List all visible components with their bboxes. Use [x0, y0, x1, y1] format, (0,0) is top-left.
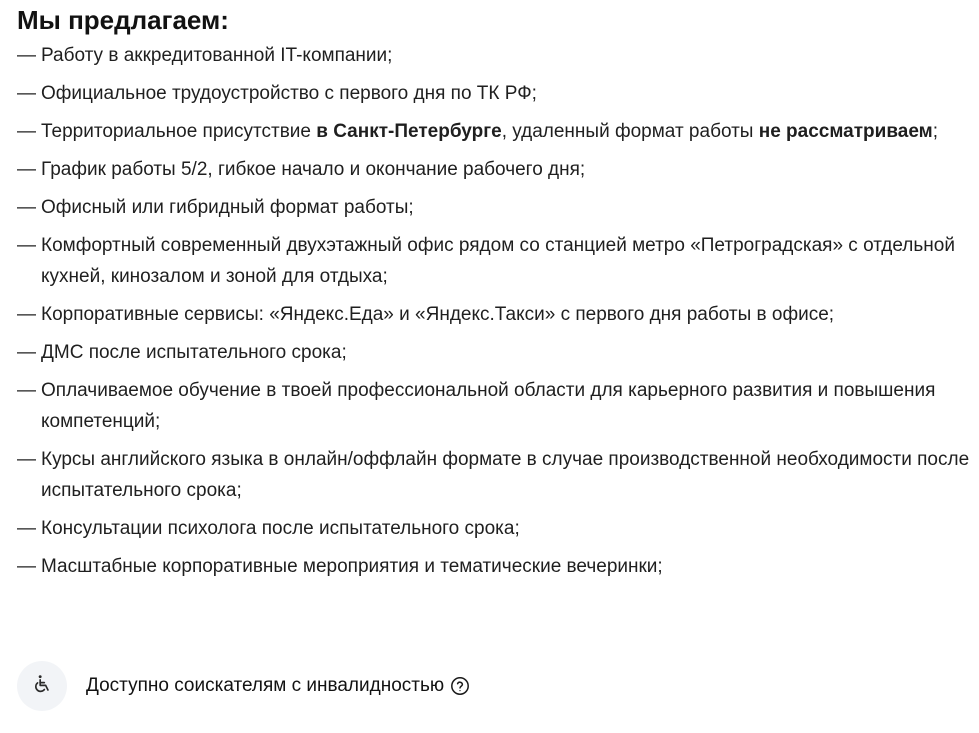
emphasis-text: в Санкт-Петербурге	[316, 121, 502, 142]
list-dash: —	[17, 197, 36, 218]
list-dash: —	[17, 380, 36, 401]
list-item	[17, 154, 972, 185]
list-dash: —	[17, 449, 36, 470]
list-item	[17, 444, 972, 506]
list-dash: —	[17, 83, 36, 104]
list-dash: —	[17, 121, 36, 142]
accessibility-info[interactable]	[17, 661, 470, 711]
text-fragment: Масштабные корпоративные мероприятия и тематические вечеринки;	[41, 556, 663, 577]
list-item-text	[41, 380, 935, 432]
text-fragment: Офисный или гибридный формат работы;	[41, 197, 414, 218]
question-circle-icon[interactable]	[450, 676, 470, 696]
list-item-text	[41, 342, 347, 363]
text-fragment: , удаленный формат работы	[501, 121, 759, 142]
text-fragment: Корпоративные сервисы: «Яндекс.Еда» и «Яндекс.Такси» с первого дня работы в офисе;	[41, 304, 835, 325]
list-item-text	[41, 518, 520, 539]
emphasis-text: не рассматриваем	[758, 121, 933, 142]
list-item-text	[41, 197, 414, 218]
list-item	[17, 375, 972, 437]
text-fragment: График работы 5/2, гибкое начало и окончание рабочего дня;	[41, 159, 586, 180]
list-item-text	[41, 556, 663, 577]
list-dash: —	[17, 556, 36, 577]
text-fragment: Курсы английского языка в онлайн/оффлайн формате в случае производственной необходимости после испытательного срока;	[41, 449, 970, 501]
list-item-text	[41, 449, 969, 501]
text-fragment: ;	[932, 121, 938, 142]
list-item-text	[41, 83, 537, 104]
accessibility-label: Доступно соискателям с инвалидностью	[86, 675, 445, 696]
text-fragment: Территориальное присутствие	[41, 121, 317, 142]
text-fragment: Оплачиваемое обучение в твоей профессиональной области для карьерного развития и повышения компетенций;	[41, 380, 936, 432]
list-dash: —	[17, 304, 36, 325]
text-fragment: ДМС после испытательного срока;	[41, 342, 347, 363]
list-item	[17, 192, 972, 223]
list-dash: —	[17, 518, 36, 539]
offer-section	[17, 0, 972, 589]
list-item	[17, 337, 972, 368]
list-dash: —	[17, 45, 36, 66]
list-item	[17, 78, 972, 109]
wheelchair-icon	[31, 673, 53, 700]
text-fragment: Официальное трудоустройство с первого дня по ТК РФ;	[41, 83, 537, 104]
list-item	[17, 513, 972, 544]
list-item	[17, 551, 972, 582]
list-item	[17, 299, 972, 330]
list-item	[17, 40, 972, 71]
list-item-text	[41, 159, 585, 180]
text-fragment: Консультации психолога после испытательного срока;	[41, 518, 520, 539]
list-dash: —	[17, 159, 36, 180]
text-fragment: Комфортный современный двухэтажный офис рядом со станцией метро «Петроградская» с отдельной кухней, кинозалом и зоной для отдыха;	[41, 235, 955, 287]
list-dash: —	[17, 235, 36, 256]
list-item	[17, 230, 972, 292]
list-item-text	[41, 235, 955, 287]
text-fragment: Работу в аккредитованной IT-компании;	[41, 45, 393, 66]
section-title: Мы предлагаем:	[17, 5, 229, 35]
accessibility-badge	[17, 661, 67, 711]
list-item-text	[41, 304, 834, 325]
list-item-text	[41, 121, 938, 142]
list-item	[17, 116, 972, 147]
list-dash: —	[17, 342, 36, 363]
list-item-text	[41, 45, 392, 66]
offer-list	[17, 40, 972, 582]
